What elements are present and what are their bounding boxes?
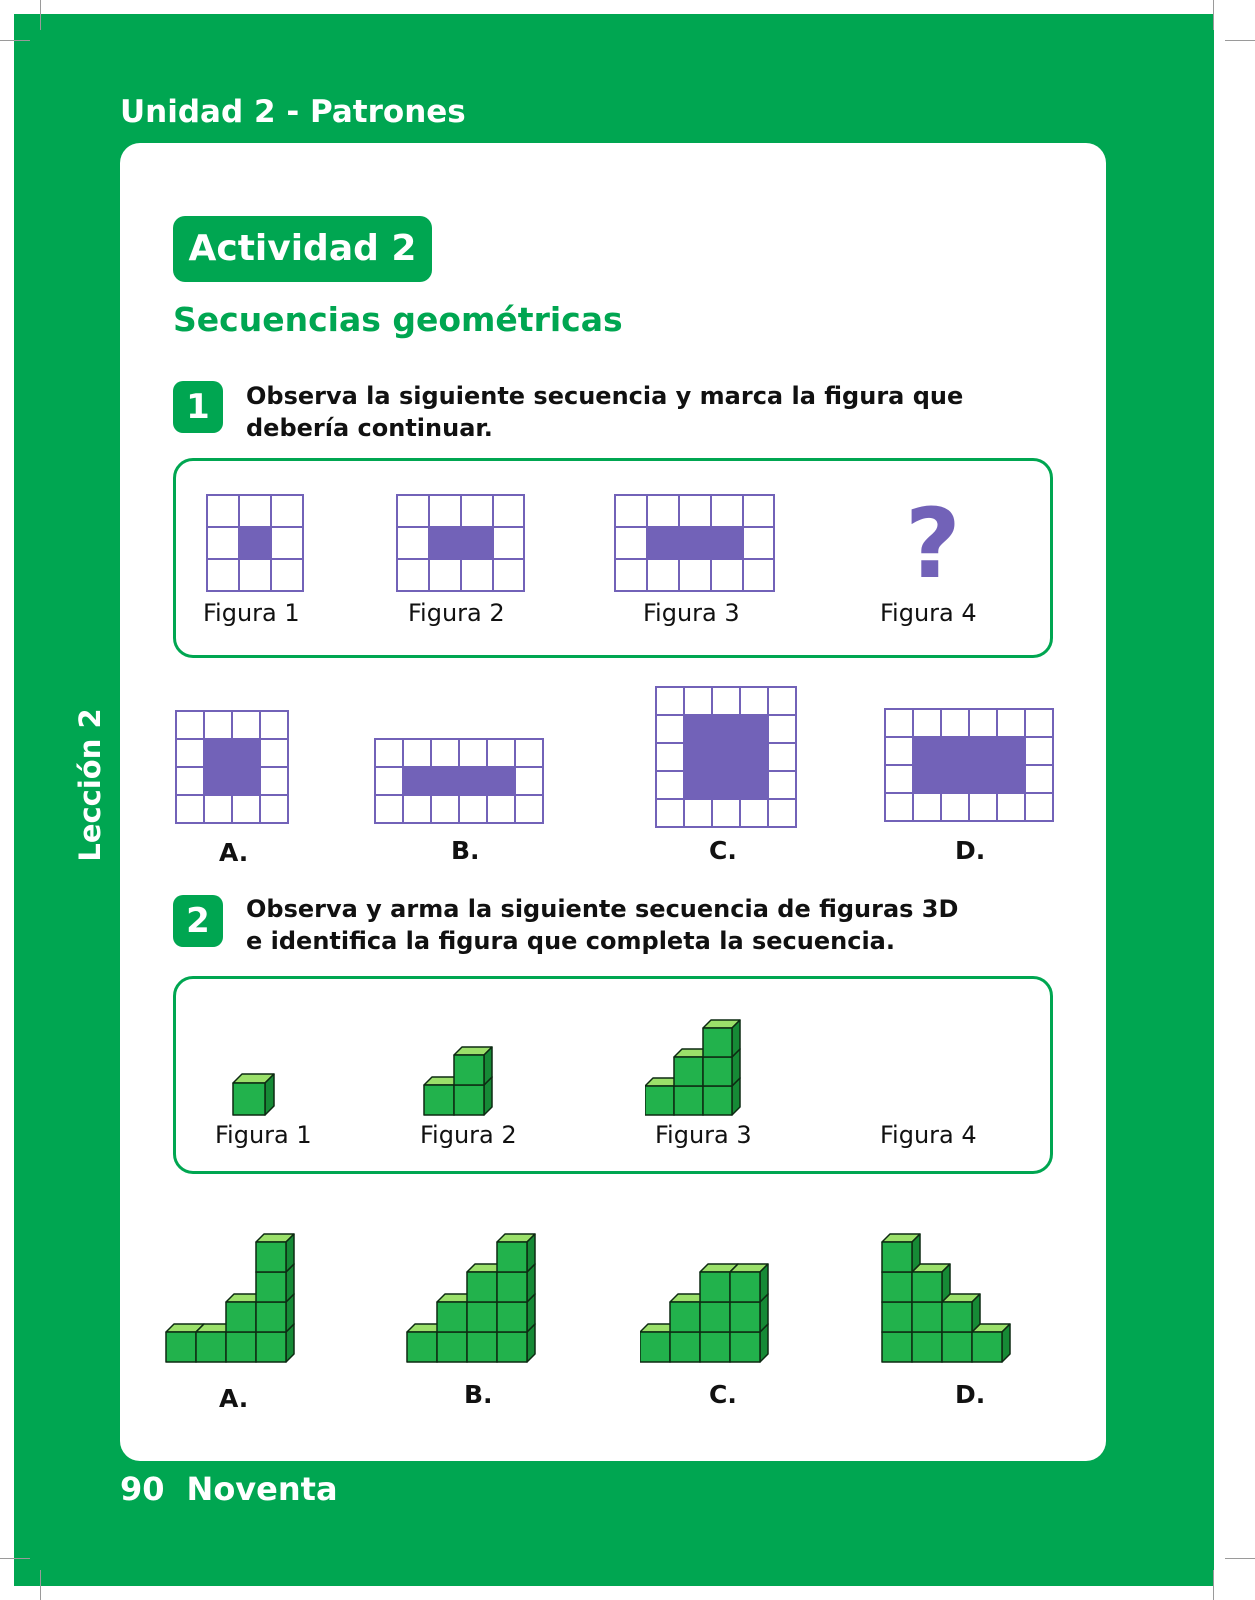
cube <box>730 1264 768 1302</box>
cube-figure-3 <box>645 1005 785 1125</box>
figure-3-label-3d: Figura 3 <box>655 1121 752 1149</box>
option-b-cubes <box>405 1212 575 1372</box>
question-2-line-1: Observa y arma la siguiente secuencia de figuras 3D <box>246 895 959 923</box>
cube <box>233 1074 274 1115</box>
trim-mark <box>1213 1570 1214 1600</box>
question-2-number: 2 <box>173 895 223 947</box>
option-a-pattern <box>175 710 289 824</box>
pattern-figure-1 <box>206 494 304 592</box>
option-d-label-3d[interactable]: D. <box>955 1380 986 1409</box>
option-a-cubes <box>160 1212 330 1372</box>
pattern-figure-3 <box>614 494 775 592</box>
option-b-pattern <box>374 738 544 824</box>
question-1-text <box>246 380 1006 444</box>
page-footer <box>120 1470 338 1508</box>
cube <box>497 1234 535 1272</box>
option-a-label-3d[interactable]: A. <box>219 1384 249 1413</box>
option-d-label[interactable]: D. <box>955 836 986 865</box>
cube <box>942 1294 980 1332</box>
option-b-label-3d[interactable]: B. <box>464 1380 493 1409</box>
page-number: 90 <box>120 1470 165 1508</box>
question-1-line-2: debería continuar. <box>246 414 493 442</box>
trim-mark <box>1225 1558 1255 1559</box>
option-d-pattern <box>884 708 1054 822</box>
cube <box>454 1047 492 1085</box>
cube-figure-1 <box>225 1005 365 1125</box>
option-d-cubes <box>880 1212 1050 1372</box>
question-2-text <box>246 893 1006 957</box>
option-a-label[interactable]: A. <box>219 838 249 867</box>
figure-1-label-3d: Figura 1 <box>215 1121 312 1149</box>
trim-mark <box>40 0 41 30</box>
option-c-label[interactable]: C. <box>709 836 737 865</box>
cube <box>703 1020 740 1057</box>
cube <box>882 1234 920 1272</box>
unit-title: Unidad 2 - Patrones <box>120 94 466 130</box>
cube <box>972 1324 1010 1362</box>
figure-1-label: Figura 1 <box>203 599 300 627</box>
lesson-label: Lección 2 <box>73 708 107 862</box>
page-word: Noventa <box>186 1470 338 1508</box>
figure-3-label: Figura 3 <box>643 599 740 627</box>
activity-subtitle: Secuencias geométricas <box>173 300 623 339</box>
trim-mark <box>0 1558 30 1559</box>
option-c-pattern <box>655 686 797 828</box>
figure-4-label-3d: Figura 4 <box>880 1121 977 1149</box>
trim-mark <box>40 1570 41 1600</box>
activity-badge: Actividad 2 <box>173 216 432 282</box>
trim-mark <box>0 40 30 41</box>
trim-mark <box>1225 40 1255 41</box>
figure-2-label: Figura 2 <box>408 599 505 627</box>
trim-mark <box>1213 0 1214 30</box>
question-2-line-2: e identifica la figura que completa la secuencia. <box>246 927 895 955</box>
option-c-cubes <box>640 1212 810 1372</box>
question-1-number: 1 <box>173 381 223 433</box>
figure-4-label: Figura 4 <box>880 599 977 627</box>
lesson-side-tab <box>70 700 110 870</box>
question-mark-icon: ? <box>905 488 961 600</box>
question-1-line-1: Observa la siguiente secuencia y marca la figura que <box>246 382 964 410</box>
option-c-label-3d[interactable]: C. <box>709 1380 737 1409</box>
cube <box>256 1234 294 1272</box>
option-b-label[interactable]: B. <box>451 836 480 865</box>
cube <box>912 1264 950 1302</box>
cube-figure-2 <box>420 1005 560 1125</box>
figure-2-label-3d: Figura 2 <box>420 1121 517 1149</box>
pattern-figure-2 <box>396 494 525 592</box>
